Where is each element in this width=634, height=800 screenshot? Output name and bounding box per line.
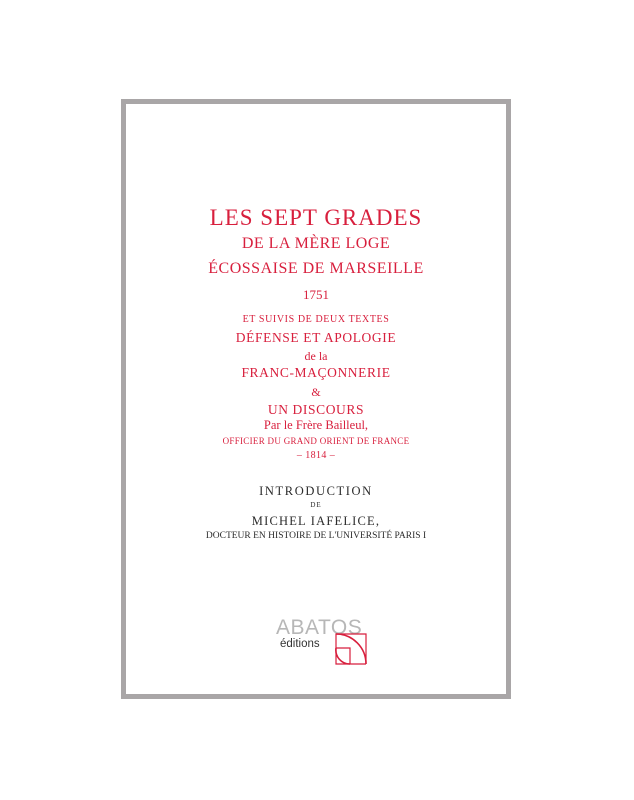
cover-text1-line2: de la [304,349,328,363]
cover-subtitle-1: DE LA MÈRE LOGE [241,235,391,252]
intro-author: MICHEL IAFELICE, [251,514,381,528]
book-cover [121,99,511,699]
cover-ampersand: & [311,385,321,399]
cover-text1-line3: FRANC-MAÇONNERIE [241,365,391,380]
cover-subtitle-2: ÉCOSSAISE DE MARSEILLE [208,260,424,277]
cover-text1-line1: DÉFENSE ET APOLOGIE [235,330,397,345]
cover-followed-by: ET SUIVIS DE DEUX TEXTES [242,314,390,325]
cover-year: 1751 [303,287,329,302]
intro-label: INTRODUCTION [259,484,373,498]
intro-de: DE [310,501,322,509]
publisher-sub: éditions [280,638,320,650]
cover-text2-title: UN DISCOURS [267,402,365,417]
cover-text2-role: OFFICIER DU GRAND ORIENT DE FRANCE [222,436,410,446]
cover-title: LES SEPT GRADES [209,205,423,230]
intro-author-title: DOCTEUR EN HISTOIRE DE L'UNIVERSITÉ PARIS I [205,531,427,541]
publisher-logo [268,616,380,674]
golden-spiral-icon [332,628,372,668]
publisher-name: ABATOS [276,616,363,639]
cover-text2-author: Par le Frère Bailleul, [263,418,369,432]
cover-text2-year: – 1814 – [296,450,336,461]
